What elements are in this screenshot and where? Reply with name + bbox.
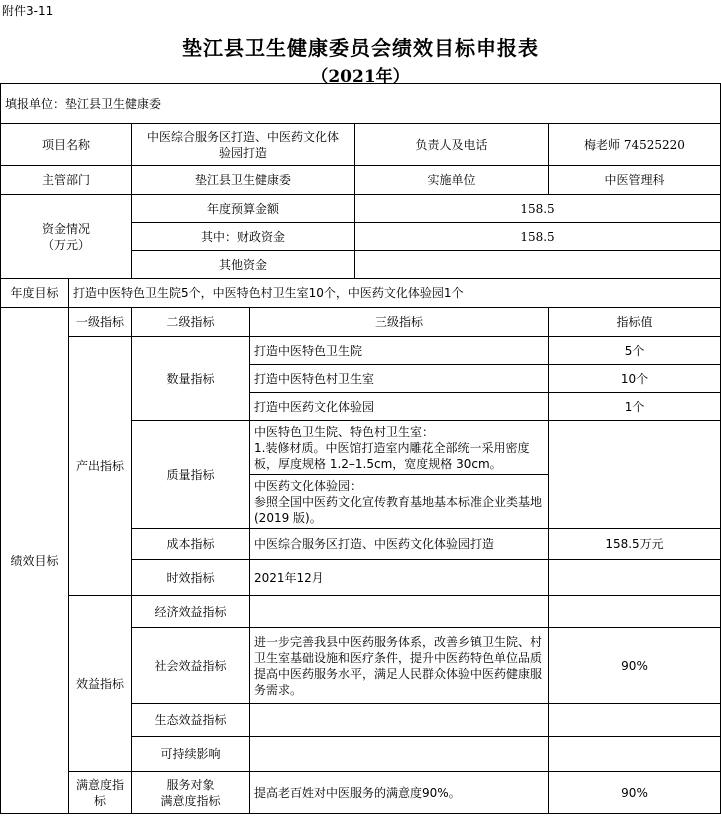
social-item: 进一步完善我县中医药服务体系，改善乡镇卫生院、村卫生室基础设施和医疗条件，提升中医药特色单位品质提高中医药服务水平，满足人民群众体验中医药健康服务需求。	[250, 628, 549, 704]
performance-goal-table	[0, 83, 721, 814]
contact-label: 负责人及电话	[355, 124, 549, 166]
time-label: 时效指标	[132, 560, 250, 596]
quantity-item-1: 打造中医特色卫生院	[250, 337, 549, 365]
form-year: （2021年）	[311, 67, 410, 87]
service-satisfy-label: 服务对象 满意度指标	[132, 772, 250, 814]
page-title: 垫江县卫生健康委员会绩效目标申报表	[182, 36, 539, 60]
cost-label: 成本指标	[132, 529, 250, 560]
cost-value: 158.5万元	[549, 529, 721, 560]
econ-item	[250, 596, 549, 628]
eco-value	[549, 704, 721, 737]
quantity-value-2: 10个	[549, 365, 721, 393]
sustain-label: 可持续影响	[132, 737, 250, 772]
quality-item-1: 中医特色卫生院、特色村卫生室： 1.装修材质。中医馆打造室内雕花全部统一采用密度板，厚度规格 1.2–1.5cm，宽度规格 30cm。	[250, 421, 549, 475]
quantity-value-3: 1个	[549, 393, 721, 421]
dept-value: 垫江县卫生健康委	[132, 166, 355, 195]
fiscal-funds-label: 其中：财政资金	[132, 223, 355, 251]
header-level3: 三级指标	[250, 308, 549, 337]
social-value: 90%	[549, 628, 721, 704]
attachment-number: 附件3-11	[2, 4, 54, 18]
perf-label: 绩效目标	[1, 308, 69, 814]
annual-goal-label: 年度目标	[1, 279, 69, 308]
dept-label: 主管部门	[1, 166, 132, 195]
impl-value: 中医管理科	[549, 166, 721, 195]
project-name-value: 中医综合服务区打造、中医药文化体验园打造	[132, 124, 355, 166]
output-label: 产出指标	[69, 337, 132, 596]
sustain-value	[549, 737, 721, 772]
econ-value	[549, 596, 721, 628]
sustain-item	[250, 737, 549, 772]
annual-budget-label: 年度预算金额	[132, 195, 355, 223]
time-value	[549, 560, 721, 596]
quantity-value-1: 5个	[549, 337, 721, 365]
quantity-item-3: 打造中医药文化体验园	[250, 393, 549, 421]
fiscal-funds-value: 158.5	[355, 223, 721, 251]
annual-goal-text: 打造中医特色卫生院5个，中医特色村卫生室10个，中医药文化体验园1个	[69, 279, 721, 308]
funds-label: 资金情况 （万元）	[1, 195, 132, 279]
other-funds-value	[355, 251, 721, 279]
fill-unit: 填报单位：垫江县卫生健康委	[1, 84, 721, 124]
header-level1: 一级指标	[69, 308, 132, 337]
project-name-label: 项目名称	[1, 124, 132, 166]
eco-label: 生态效益指标	[132, 704, 250, 737]
benefit-label: 效益指标	[69, 596, 132, 772]
time-item: 2021年12月	[250, 560, 549, 596]
eco-item	[250, 704, 549, 737]
quality-item-2: 中医药文化体验园： 参照全国中医药文化宣传教育基地基本标准企业类基地(2019 版)。	[250, 475, 549, 529]
contact-value: 梅老师 74525220	[549, 124, 721, 166]
quantity-item-2: 打造中医特色村卫生室	[250, 365, 549, 393]
cost-item: 中医综合服务区打造、中医药文化体验园打造	[250, 529, 549, 560]
header-value: 指标值	[549, 308, 721, 337]
annual-budget-value: 158.5	[355, 195, 721, 223]
social-label: 社会效益指标	[132, 628, 250, 704]
satisfy-label: 满意度指标	[69, 772, 132, 814]
other-funds-label: 其他资金	[132, 251, 355, 279]
quality-value	[549, 421, 721, 529]
header-level2: 二级指标	[132, 308, 250, 337]
econ-label: 经济效益指标	[132, 596, 250, 628]
impl-label: 实施单位	[355, 166, 549, 195]
satisfy-value: 90%	[549, 772, 721, 814]
satisfy-item: 提高老百姓对中医服务的满意度90%。	[250, 772, 549, 814]
quality-label: 质量指标	[132, 421, 250, 529]
quantity-label: 数量指标	[132, 337, 250, 421]
